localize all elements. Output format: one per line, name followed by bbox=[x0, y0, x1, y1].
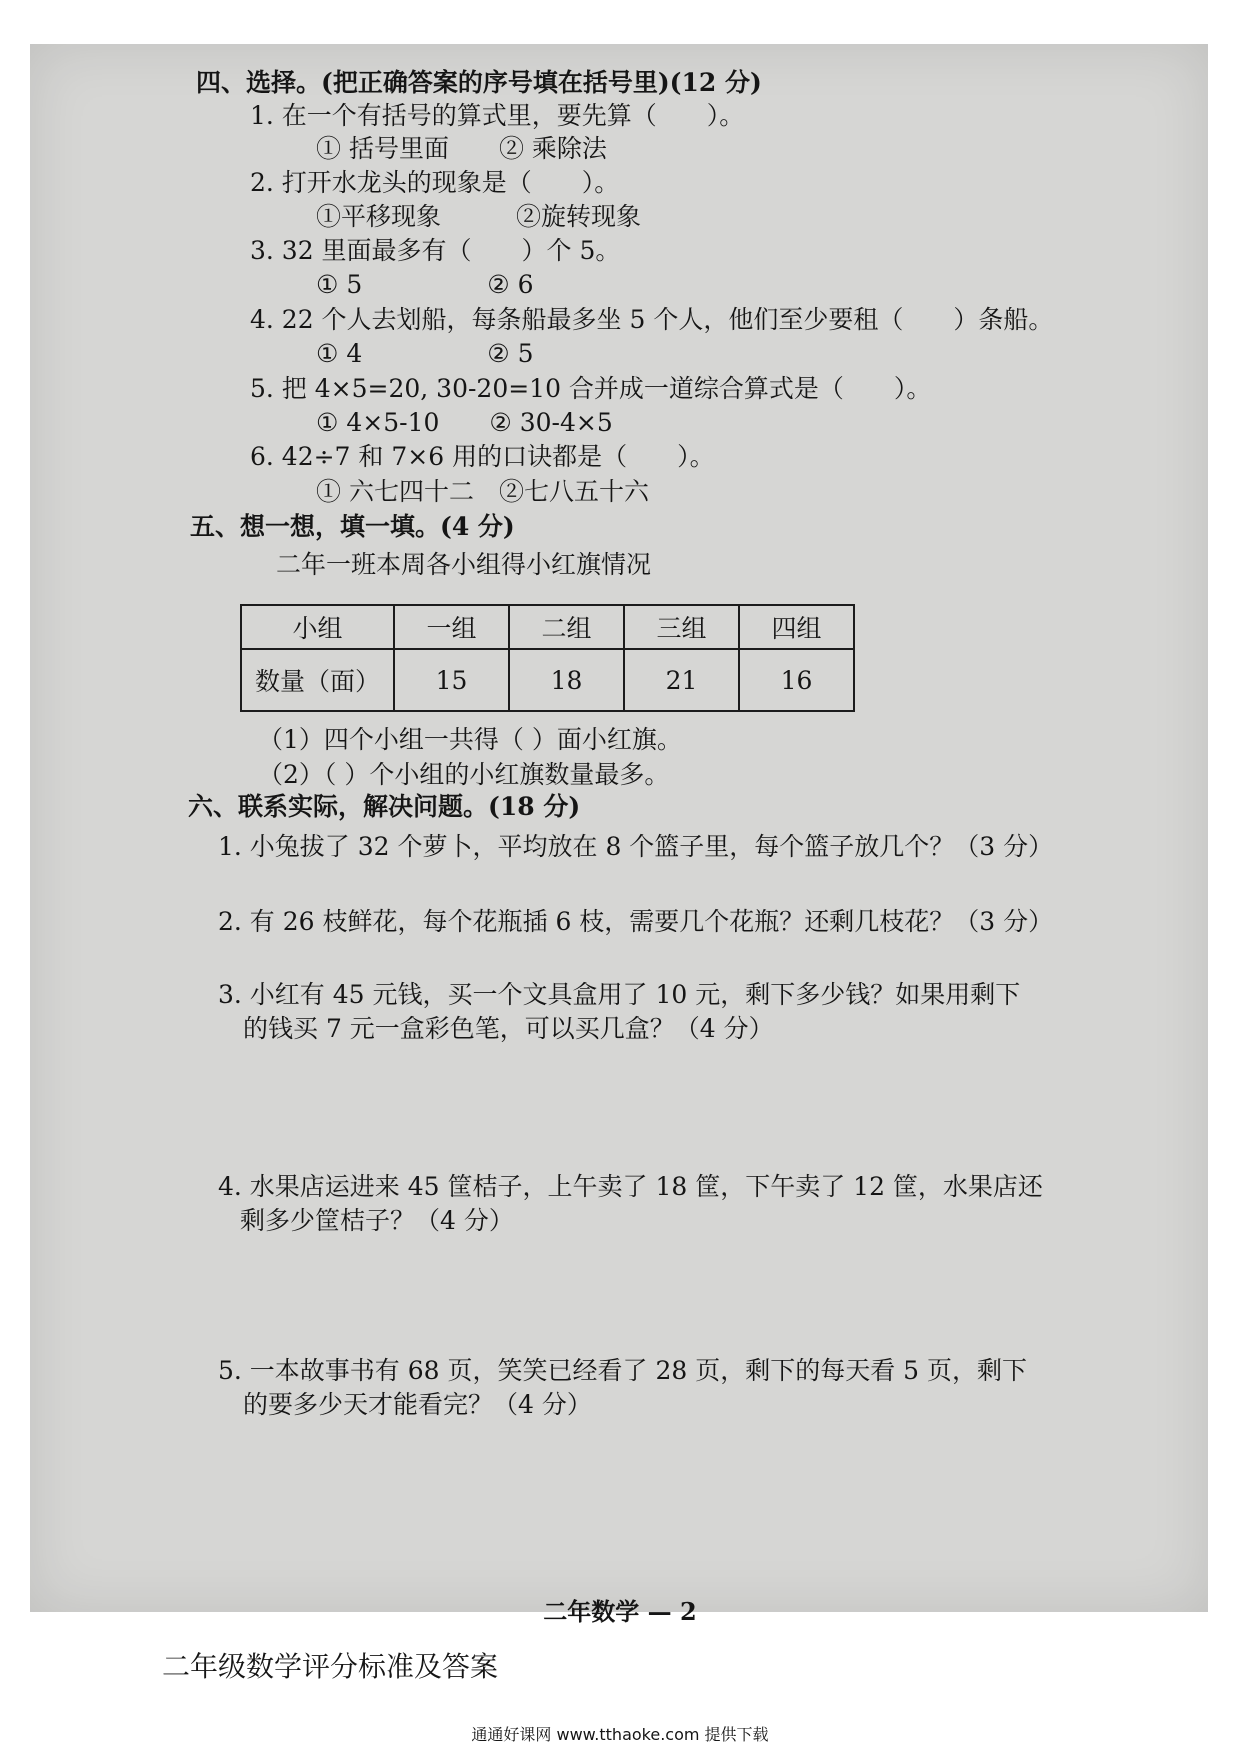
table-header-cell: 二组 bbox=[509, 605, 624, 649]
section5-heading: 五、想一想，填一填。(4 分) bbox=[190, 512, 515, 541]
problem-4-line-1: 4. 水果店运进来 45 筐桔子，上午卖了 18 筐，下午卖了 12 筐，水果店还 bbox=[218, 1172, 1043, 1201]
table-cell: 16 bbox=[739, 649, 854, 711]
table-header-cell: 四组 bbox=[739, 605, 854, 649]
question-3: 3. 32 里面最多有（ ）个 5。 bbox=[250, 236, 621, 265]
table-header-cell: 三组 bbox=[624, 605, 739, 649]
question-3-options: ① 5 ② 6 bbox=[316, 270, 534, 299]
question-4: 4. 22 个人去划船，每条船最多坐 5 个人，他们至少要租（ ）条船。 bbox=[250, 305, 1054, 334]
table-header-row bbox=[241, 605, 854, 649]
site-credit: 通通好课网 www.tthaoke.com 提供下载 bbox=[471, 1725, 769, 1744]
fill-question-2: （2）（ ）个小组的小红旗数量最多。 bbox=[258, 760, 670, 789]
table-header-cell: 一组 bbox=[394, 605, 509, 649]
problem-4-line-2: 剩多少筐桔子？（4 分） bbox=[240, 1206, 514, 1235]
table-cell: 15 bbox=[394, 649, 509, 711]
problem-3-line-2: 的钱买 7 元一盒彩色笔，可以买几盒？（4 分） bbox=[243, 1014, 774, 1043]
question-6-options: ① 六七四十二 ②七八五十六 bbox=[316, 477, 649, 506]
problem-3-line-1: 3. 小红有 45 元钱，买一个文具盒用了 10 元，剩下多少钱？如果用剩下 bbox=[218, 980, 1021, 1009]
problem-2: 2. 有 26 枝鲜花，每个花瓶插 6 枝，需要几个花瓶？还剩几枝花？（3 分） bbox=[218, 907, 1054, 936]
table-cell: 21 bbox=[624, 649, 739, 711]
table-title: 二年一班本周各小组得小红旗情况 bbox=[276, 550, 652, 579]
table-row bbox=[241, 649, 854, 711]
problem-1: 1. 小兔拔了 32 个萝卜，平均放在 8 个篮子里，每个篮子放几个？（3 分） bbox=[218, 832, 1054, 861]
question-6: 6. 42÷7 和 7×6 用的口诀都是（ ）。 bbox=[250, 442, 715, 471]
section6-heading: 六、联系实际，解决问题。(18 分) bbox=[188, 792, 581, 821]
question-1-options: ① 括号里面 ② 乘除法 bbox=[316, 134, 607, 163]
question-1: 1. 在一个有括号的算式里，要先算（ ）。 bbox=[250, 101, 745, 130]
answer-title: 二年级数学评分标准及答案 bbox=[162, 1650, 499, 1683]
problem-5-line-1: 5. 一本故事书有 68 页，笑笑已经看了 28 页，剩下的每天看 5 页，剩下 bbox=[218, 1356, 1028, 1385]
red-flag-table bbox=[240, 604, 855, 712]
page-footer: 二年数学 — 2 bbox=[543, 1597, 697, 1626]
question-2: 2. 打开水龙头的现象是（ ）。 bbox=[250, 168, 620, 197]
section4-heading: 四、选择。(把正确答案的序号填在括号里)(12 分) bbox=[196, 68, 762, 97]
table-cell: 18 bbox=[509, 649, 624, 711]
table-cell: 数量（面） bbox=[241, 649, 394, 711]
question-5-options: ① 4×5-10 ② 30-4×5 bbox=[316, 408, 613, 437]
fill-question-1: （1）四个小组一共得（ ）面小红旗。 bbox=[258, 725, 682, 754]
table-header-cell: 小组 bbox=[241, 605, 394, 649]
question-4-options: ① 4 ② 5 bbox=[316, 339, 534, 368]
question-5: 5. 把 4×5=20, 30-20=10 合并成一道综合算式是（ ）。 bbox=[250, 374, 932, 403]
question-2-options: ①平移现象 ②旋转现象 bbox=[316, 202, 642, 231]
problem-5-line-2: 的要多少天才能看完？（4 分） bbox=[243, 1390, 592, 1419]
